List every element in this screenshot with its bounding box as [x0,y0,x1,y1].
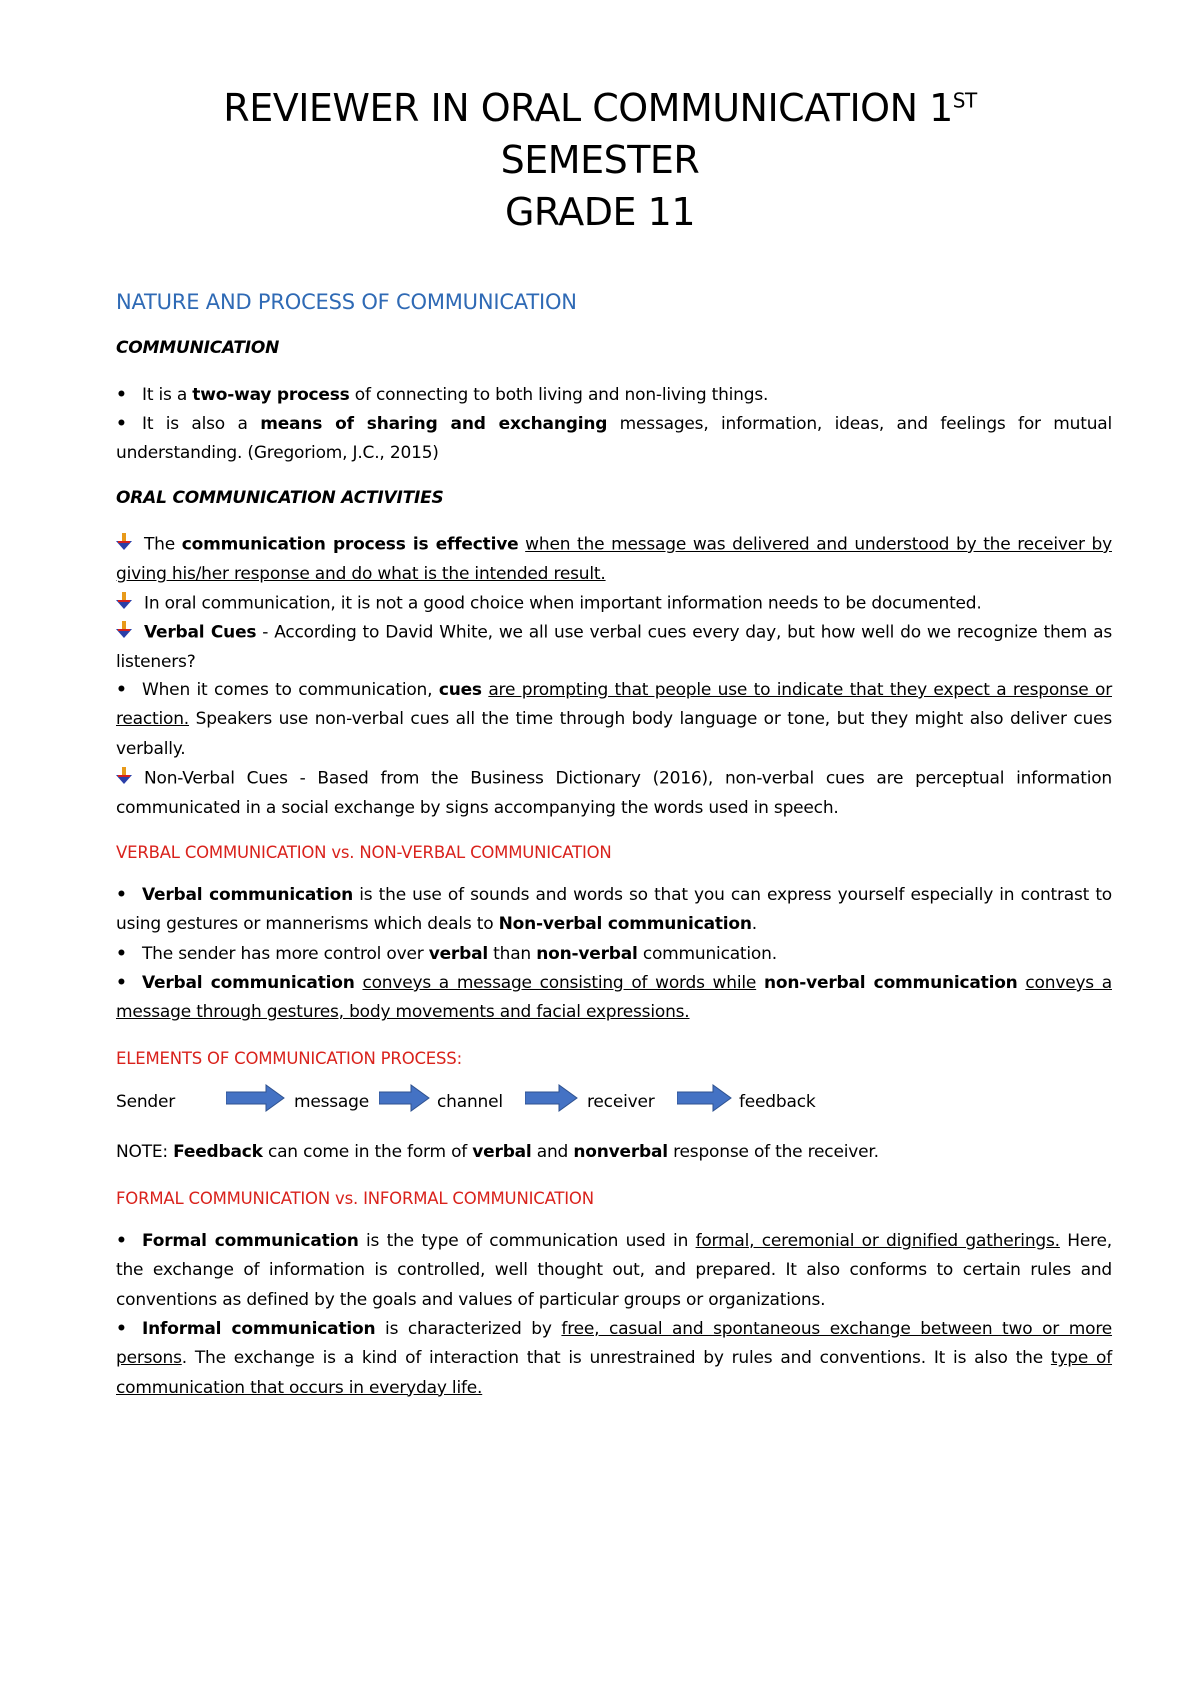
arrow-bullet-icon [116,618,144,647]
oral-item-3: Verbal Cues - According to David White, we all use verbal cues every day, but how well do we recognize them as listeners? [116,618,1112,677]
verbal-vs-nonverbal-heading: VERBAL COMMUNICATION vs. NON-VERBAL COMMUNICATION [116,843,612,862]
arrow-bullet-icon [116,530,144,559]
arrow-bullet-icon [116,589,144,618]
oral-item-5: Non-Verbal Cues - Based from the Business Dictionary (2016), non-verbal cues are perceptual information communicated in a social exchange by signs accompanying the words used in speech. [116,764,1112,823]
document-title [0,82,1200,238]
title-line-1-text: REVIEWER IN ORAL COMMUNICATION 1 [223,86,953,130]
bullet-dot: • [116,885,127,905]
communication-process-flow [116,1086,1112,1120]
flow-step-feedback: feedback [739,1092,816,1113]
flow-step-channel: channel [437,1092,503,1113]
elements-heading: ELEMENTS OF COMMUNICATION PROCESS: [116,1049,462,1068]
title-line-1 [0,82,1200,134]
bullet-dot: • [116,1231,127,1251]
elements-note: NOTE: Feedback can come in the form of verbal and nonverbal response of the receiver. [116,1142,879,1162]
verbal-bullet-3: • Verbal communication conveys a message consisting of words while non-verbal communication conveys a message through gestures, body movements and facial expressions. [116,969,1112,1028]
oral-item-2: In oral communication, it is not a good choice when important information needs to be documented. [116,589,1112,619]
oral-activities-heading: ORAL COMMUNICATION ACTIVITIES [116,488,444,508]
verbal-bullet-2: • The sender has more control over verbal than non-verbal communication. [116,940,1112,969]
formal-vs-informal-heading: FORMAL COMMUNICATION vs. INFORMAL COMMUNICATION [116,1189,594,1208]
arrow-bullet-icon [116,764,144,793]
flow-step-receiver: receiver [587,1092,655,1113]
verbal-bullet-1: • Verbal communication is the use of sounds and words so that you can express yourself especially in contrast to using gestures or mannerisms which deals to Non-verbal communication. [116,881,1112,940]
flow-arrow-icon [525,1084,587,1122]
communication-heading: COMMUNICATION [116,338,280,358]
formal-bullet-2: • Informal communication is characterized by free, casual and spontaneous exchange between two or more persons. The exchange is a kind of interaction that is unrestrained by rules and conventions. It is also the type of communication that occurs in everyday life. [116,1315,1112,1403]
flow-step-message: message [294,1092,370,1113]
bullet-dot: • [116,385,127,405]
flow-arrow-icon [677,1084,739,1122]
title-line-2: SEMESTER [500,138,700,182]
flow-step-sender: Sender [116,1092,176,1113]
formal-bullet-1: • Formal communication is the type of communication used in formal, ceremonial or dignified gatherings. Here, the exchange of information is controlled, well thought out, and prepared. It also conforms to certain rules and conventions as defined by the goals and values of particular groups or organizations. [116,1227,1112,1315]
communication-bullet-2: • It is also a means of sharing and exchanging messages, information, ideas, and feelings for mutual understanding. (Gregoriom, J.C., 2015) [116,410,1112,469]
title-superscript: ST [952,88,977,113]
bullet-dot: • [116,944,127,964]
section-heading: NATURE AND PROCESS OF COMMUNICATION [116,290,577,314]
bullet-dot: • [116,973,127,993]
flow-arrow-icon [379,1084,437,1122]
communication-bullet-1: • It is a two-way process of connecting to both living and non-living things. [116,381,1112,410]
oral-item-1: The communication process is effective when the message was delivered and understood by the receiver by giving his/her response and do what is the intended result. [116,530,1112,589]
title-line-3: GRADE 11 [504,190,695,234]
bullet-dot: • [116,414,127,434]
bullet-dot: • [116,1319,127,1339]
bullet-dot: • [116,680,127,700]
oral-item-4: • When it comes to communication, cues are prompting that people use to indicate that they expect a response or reaction. Speakers use non-verbal cues all the time through body language or tone, but they might also deliver cues verbally. [116,676,1112,764]
flow-arrow-icon [226,1084,294,1122]
